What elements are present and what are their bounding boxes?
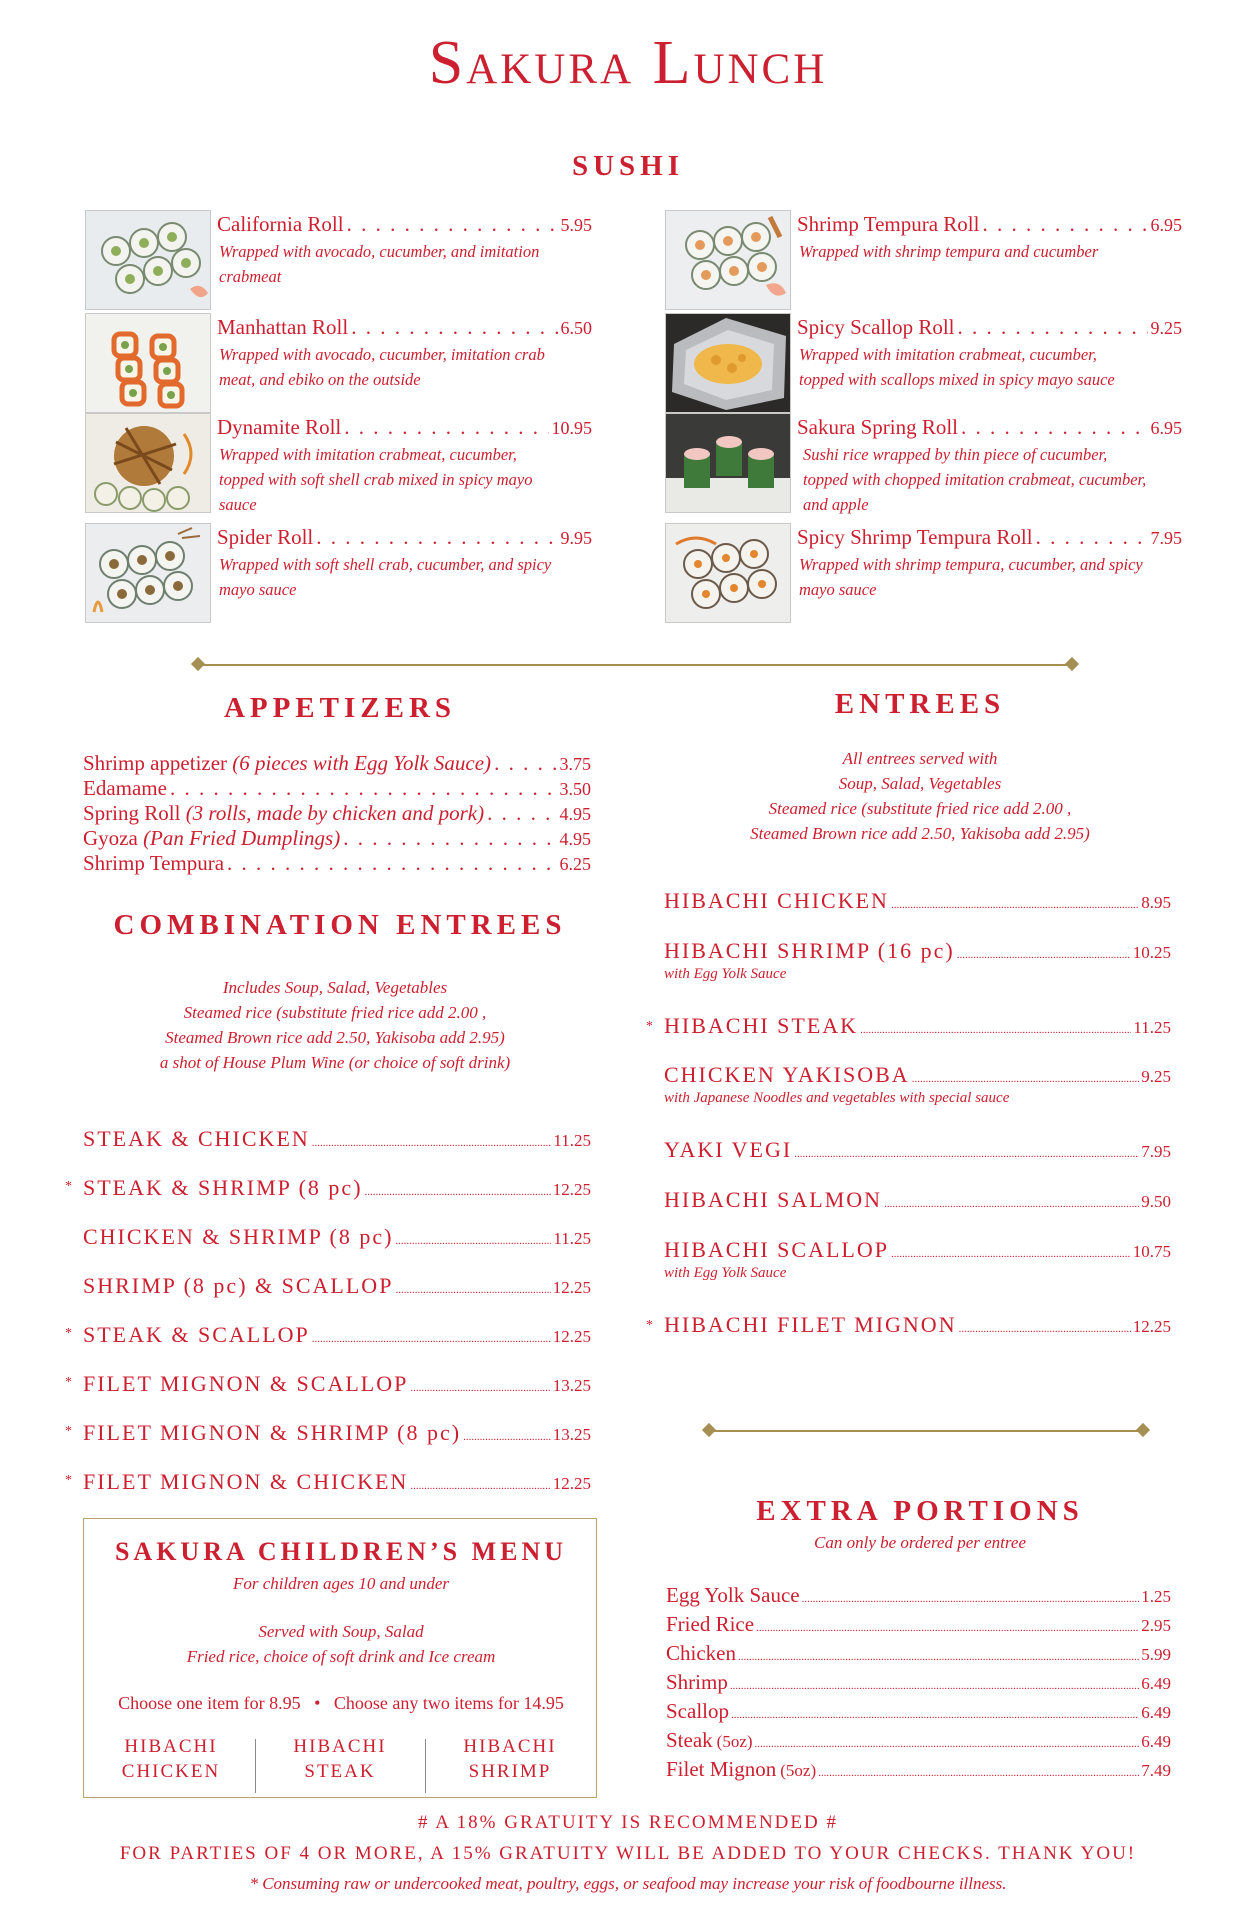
sushi-item	[85, 523, 595, 623]
combo-line: * STEAK & SCALLOP ..... 12.25	[83, 1322, 591, 1350]
spicy-shrimp-tempura-roll-photo	[665, 523, 791, 623]
extra-line: Shrimp ..... 6.49	[666, 1670, 1171, 1699]
entree-item	[646, 1312, 1171, 1352]
sushi-name: Sakura Spring Roll	[797, 415, 958, 439]
manhattan-roll-photo	[85, 313, 211, 413]
parties-note: FOR PARTIES OF 4 OR MORE, A 15% GRATUITY WILL BE ADDED TO YOUR CHECKS. THANK YOU!	[119, 1843, 1137, 1864]
entree-sub-note: with Egg Yolk Sauce	[664, 966, 787, 982]
california-roll-photo	[85, 210, 211, 310]
sushi-price: 6.95	[1150, 418, 1182, 438]
combo-line: SHRIMP (8 pc) & SCALLOP ..... 12.25	[83, 1273, 591, 1301]
entree-item	[664, 1062, 1171, 1137]
childrens-menu-subtitle: For children ages 10 and under	[232, 1574, 450, 1593]
extra-line: Steak (5oz) ..... 6.49	[666, 1728, 1171, 1757]
entree-item	[646, 1013, 1171, 1062]
sushi-name-line	[217, 525, 592, 550]
appetizer-line: Gyoza (Pan Fried Dumplings) . . . 4.95	[83, 826, 591, 851]
entree-item	[664, 1187, 1171, 1237]
combo-line: * FILET MIGNON & CHICKEN ..... 12.25	[83, 1469, 591, 1497]
sushi-item	[665, 523, 1185, 623]
appetizer-line: Shrimp Tempura . . . 6.25	[83, 851, 591, 876]
star-marker: *	[646, 1318, 653, 1333]
appetizer-line: Spring Roll (3 rolls, made by chicken and pork) . . . 4.95	[83, 801, 591, 826]
spicy-scallop-roll-photo	[665, 313, 791, 413]
sushi-desc: Wrapped with shrimp tempura and cucumber	[799, 242, 1099, 261]
sushi-name: Manhattan Roll	[217, 315, 349, 339]
star-marker: *	[65, 1424, 72, 1439]
childrens-menu-served: Served with Soup, Salad Fried rice, choice of soft drink and Ice cream	[186, 1622, 496, 1666]
entrees-heading: ENTREES	[834, 688, 1006, 720]
sushi-name: Spicy Shrimp Tempura Roll	[797, 525, 1033, 549]
childrens-menu-box	[83, 1518, 597, 1798]
page-title: Sakura Lunch	[428, 29, 828, 97]
appetizers-heading: APPETIZERS	[223, 692, 457, 724]
sushi-desc: Wrapped with imitation crabmeat, cucumber, topped with scallops mixed in spicy mayo sauce	[799, 345, 1115, 389]
combination-list	[65, 1126, 591, 1497]
star-marker: *	[65, 1375, 72, 1390]
star-marker: *	[646, 1019, 653, 1034]
entree-line: HIBACHI SCALLOP ..... 10.75	[664, 1237, 1171, 1265]
combo-line: * FILET MIGNON & SHRIMP (8 pc) ..... 13.25	[83, 1420, 591, 1448]
entree-sub-note: with Egg Yolk Sauce	[664, 1265, 787, 1281]
extra-portions-heading: EXTRA PORTIONS	[756, 1495, 1084, 1527]
spider-roll-photo	[85, 523, 211, 623]
sushi-name-line	[797, 525, 1182, 550]
combination-notes: Includes Soup, Salad, Vegetables Steamed rice (substitute fried rice add 2.00 , Steamed Brown rice add 2.50, Yakisoba add 2.95) a shot of House Plum Wine (or choice of soft drink)	[159, 978, 511, 1072]
sushi-desc: Wrapped with soft shell crab, cucumber, and spicy mayo sauce	[219, 555, 552, 599]
combo-line: * FILET MIGNON & SCALLOP ..... 13.25	[83, 1371, 591, 1399]
entree-line: HIBACHI FILET MIGNON ..... 12.25	[664, 1312, 1171, 1340]
star-marker: *	[65, 1326, 72, 1341]
childrens-option: HIBACHI CHICKEN	[121, 1736, 221, 1782]
combo-line: STEAK & CHICKEN ..... 11.25	[83, 1126, 591, 1154]
sushi-desc: Sushi rice wrapped by thin piece of cucumber, topped with chopped imitation crabmeat, cucumber, and apple	[803, 445, 1147, 514]
entree-line: YAKI VEGI ..... 7.95	[664, 1137, 1171, 1165]
entree-item	[664, 1137, 1171, 1187]
entree-sub-note: with Japanese Noodles and vegetables with special sauce	[664, 1090, 1010, 1106]
sushi-item	[85, 413, 595, 513]
extra-line: Filet Mignon (5oz) ..... 7.49	[666, 1757, 1171, 1786]
sushi-name-line	[797, 212, 1182, 237]
section-divider	[706, 1430, 1146, 1432]
entree-line: HIBACHI SALMON ..... 9.50	[664, 1187, 1171, 1215]
extra-portions-subtitle: Can only be ordered per entree	[814, 1533, 1026, 1552]
star-marker: *	[65, 1473, 72, 1488]
sushi-heading: SUSHI	[571, 150, 685, 182]
entrees-list	[646, 888, 1171, 1352]
gratuity-note: # A 18% GRATUITY IS RECOMMENDED #	[418, 1812, 838, 1833]
childrens-option: HIBACHI SHRIMP	[463, 1736, 557, 1782]
sushi-price: 9.95	[560, 528, 592, 548]
entree-line: HIBACHI CHICKEN ..... 8.95	[664, 888, 1171, 916]
bullet: •	[314, 1693, 321, 1713]
childrens-option: HIBACHI STEAK	[293, 1736, 387, 1782]
entree-item	[664, 1237, 1171, 1312]
sushi-name: Shrimp Tempura Roll	[797, 212, 980, 236]
star-marker: *	[65, 1179, 72, 1194]
sushi-desc: Wrapped with avocado, cucumber, and imitation crabmeat	[219, 242, 540, 286]
sushi-price: 10.95	[551, 418, 592, 438]
sushi-price: 5.95	[560, 215, 592, 235]
sushi-desc: Wrapped with imitation crabmeat, cucumber, topped with soft shell crab mixed in spicy mayo sauce	[219, 445, 533, 514]
entree-line: CHICKEN YAKISOBA ..... 9.25	[664, 1062, 1171, 1090]
sushi-name: Spider Roll	[217, 525, 314, 549]
entree-item	[664, 938, 1171, 1013]
appetizers-list	[83, 751, 591, 876]
sushi-price: 9.25	[1150, 318, 1182, 338]
childrens-menu-pricing: Choose one item for 8.95 • Choose any two items for 14.95	[118, 1693, 564, 1713]
sushi-item	[665, 413, 1185, 513]
sushi-item	[85, 210, 595, 310]
sushi-desc: Wrapped with shrimp tempura, cucumber, and spicy mayo sauce	[799, 555, 1143, 599]
sushi-desc: Wrapped with avocado, cucumber, imitation crab meat, and ebiko on the outside	[219, 345, 545, 389]
extra-line: Fried Rice ..... 2.95	[666, 1612, 1171, 1641]
appetizer-line: Edamame . . . 3.50	[83, 776, 591, 801]
childrens-menu-heading: SAKURA CHILDREN’S MENU	[114, 1537, 568, 1566]
sushi-item	[665, 210, 1185, 310]
appetizer-line: Shrimp appetizer (6 pieces with Egg Yolk Sauce) . . . 3.75	[83, 751, 591, 776]
combo-line: CHICKEN & SHRIMP (8 pc) ..... 11.25	[83, 1224, 591, 1252]
sushi-name-line	[217, 212, 592, 237]
sushi-price: 6.95	[1150, 215, 1182, 235]
sushi-name: California Roll	[217, 212, 344, 236]
sushi-item	[665, 313, 1185, 413]
extra-portions-list	[666, 1583, 1171, 1786]
extra-line: Scallop ..... 6.49	[666, 1699, 1171, 1728]
sushi-price: 7.95	[1150, 528, 1182, 548]
section-divider	[195, 664, 1075, 666]
sushi-name-line	[797, 415, 1182, 440]
sushi-price: 6.50	[560, 318, 592, 338]
sushi-name: Spicy Scallop Roll	[797, 315, 955, 339]
entree-item	[664, 888, 1171, 938]
sushi-name-line	[217, 415, 592, 440]
entrees-notes: All entrees served with Soup, Salad, Vegetables Steamed rice (substitute fried rice add 2.00 , Steamed Brown rice add 2.50, Yakisoba add 2.95)	[750, 749, 1090, 843]
health-warning: * Consuming raw or undercooked meat, poultry, eggs, or seafood may increase your risk of foodbourne illness.	[249, 1874, 1007, 1893]
sushi-name-line	[797, 315, 1182, 340]
dynamite-roll-photo	[85, 413, 211, 513]
extra-line: Chicken ..... 5.99	[666, 1641, 1171, 1670]
shrimp-tempura-roll-photo	[665, 210, 791, 310]
sakura-spring-roll-photo	[665, 413, 791, 513]
sushi-name: Dynamite Roll	[217, 415, 342, 439]
entree-line: HIBACHI STEAK ..... 11.25	[664, 1013, 1171, 1041]
sushi-item	[85, 313, 595, 413]
extra-line: Egg Yolk Sauce ..... 1.25	[666, 1583, 1171, 1612]
entree-line: HIBACHI SHRIMP (16 pc) ..... 10.25	[664, 938, 1171, 966]
sushi-name-line	[217, 315, 592, 340]
combination-heading: COMBINATION ENTREES	[113, 909, 567, 941]
combo-line: * STEAK & SHRIMP (8 pc) ..... 12.25	[83, 1175, 591, 1203]
